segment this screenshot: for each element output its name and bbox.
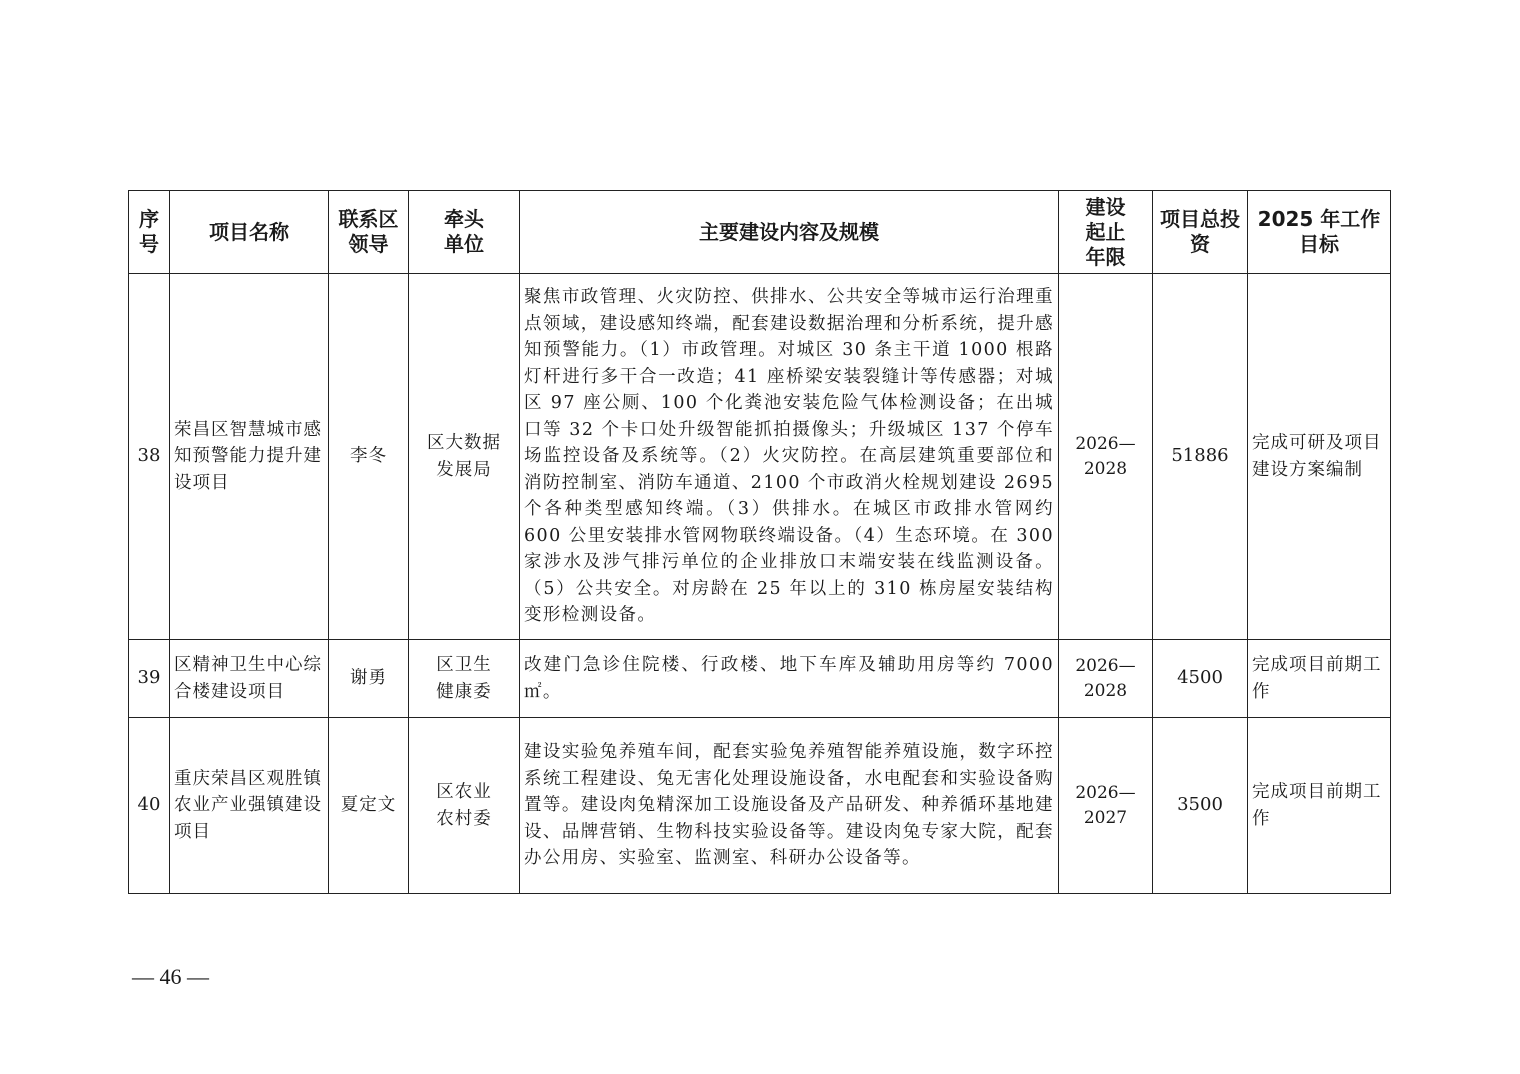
row-project-name: 区精神卫生中心综合楼建设项目 (170, 640, 329, 718)
table-row (129, 274, 1391, 640)
row-period: 2026— 2028 (1059, 640, 1153, 718)
row-content: 聚焦市政管理、火灾防控、供排水、公共安全等城市运行治理重点领域，建设感知终端，配套建设数据治理和分析系统，提升感知预警能力。（1）市政管理。对城区 30 条主干道 1000 根路灯杆进行多干合一改造；41 座桥梁安装裂缝计等传感器；对城区 97 座公厕、100 个化粪池安装危险气体检测设备；在出城口等 32 个卡口处升级智能抓拍摄像头；升级城区 137 个停车场监控设备及系统等。（2）火灾防控。在高层建筑重要部位和消防控制室、消防车通道、2100 个市政消火栓规划建设 2695 个各种类型感知终端。（3）供排水。在城区市政排水管网约 600 公里安装排水管网物联终端设备。（4）生态环境。在 300 家涉水及涉气排污单位的企业排放口末端安装在线监测设备。（5）公共安全。对房龄在 25 年以上的 310 栋房屋安装结构变形检测设备。 (520, 274, 1059, 640)
row-project-name: 荣昌区智慧城市感知预警能力提升建设项目 (170, 274, 329, 640)
row-investment: 3500 (1153, 718, 1248, 894)
row-leader: 谢勇 (329, 640, 409, 718)
row-lead-unit: 区农业 农村委 (409, 718, 520, 894)
row-period: 2026— 2028 (1059, 274, 1153, 640)
row-investment: 51886 (1153, 274, 1248, 640)
table-row (129, 718, 1391, 894)
table-row (129, 640, 1391, 718)
row-lead-unit: 区卫生 健康委 (409, 640, 520, 718)
row-seq: 40 (129, 718, 170, 894)
table-header-row (129, 191, 1391, 274)
row-seq: 38 (129, 274, 170, 640)
row-project-name: 重庆荣昌区观胜镇农业产业强镇建设项目 (170, 718, 329, 894)
row-seq: 39 (129, 640, 170, 718)
row-goal: 完成项目前期工作 (1248, 640, 1391, 718)
row-content: 建设实验兔养殖车间，配套实验兔养殖智能养殖设施，数字环控系统工程建设、兔无害化处理设施设备，水电配套和实验设备购置等。建设肉兔精深加工设施设备及产品研发、种养循环基地建设、品牌营销、生物科技实验设备等。建设肉兔专家大院，配套办公用房、实验室、监测室、科研办公设备等。 (520, 718, 1059, 894)
header-goal: 2025 年工作 目标 (1248, 191, 1391, 274)
row-investment: 4500 (1153, 640, 1248, 718)
header-investment: 项目总投 资 (1153, 191, 1248, 274)
header-seq: 序 号 (129, 191, 170, 274)
row-period: 2026— 2027 (1059, 718, 1153, 894)
project-table (128, 190, 1391, 894)
header-leader: 联系区 领导 (329, 191, 409, 274)
row-leader: 李冬 (329, 274, 409, 640)
header-project-name: 项目名称 (170, 191, 329, 274)
row-goal: 完成可研及项目建设方案编制 (1248, 274, 1391, 640)
row-leader: 夏定文 (329, 718, 409, 894)
row-goal: 完成项目前期工作 (1248, 718, 1391, 894)
header-period: 建设 起止 年限 (1059, 191, 1153, 274)
header-lead-unit: 牵头 单位 (409, 191, 520, 274)
row-content: 改建门急诊住院楼、行政楼、地下车库及辅助用房等约 7000 ㎡。 (520, 640, 1059, 718)
page-number: — 46 — (132, 964, 209, 989)
row-lead-unit: 区大数据 发展局 (409, 274, 520, 640)
header-content: 主要建设内容及规模 (520, 191, 1059, 274)
